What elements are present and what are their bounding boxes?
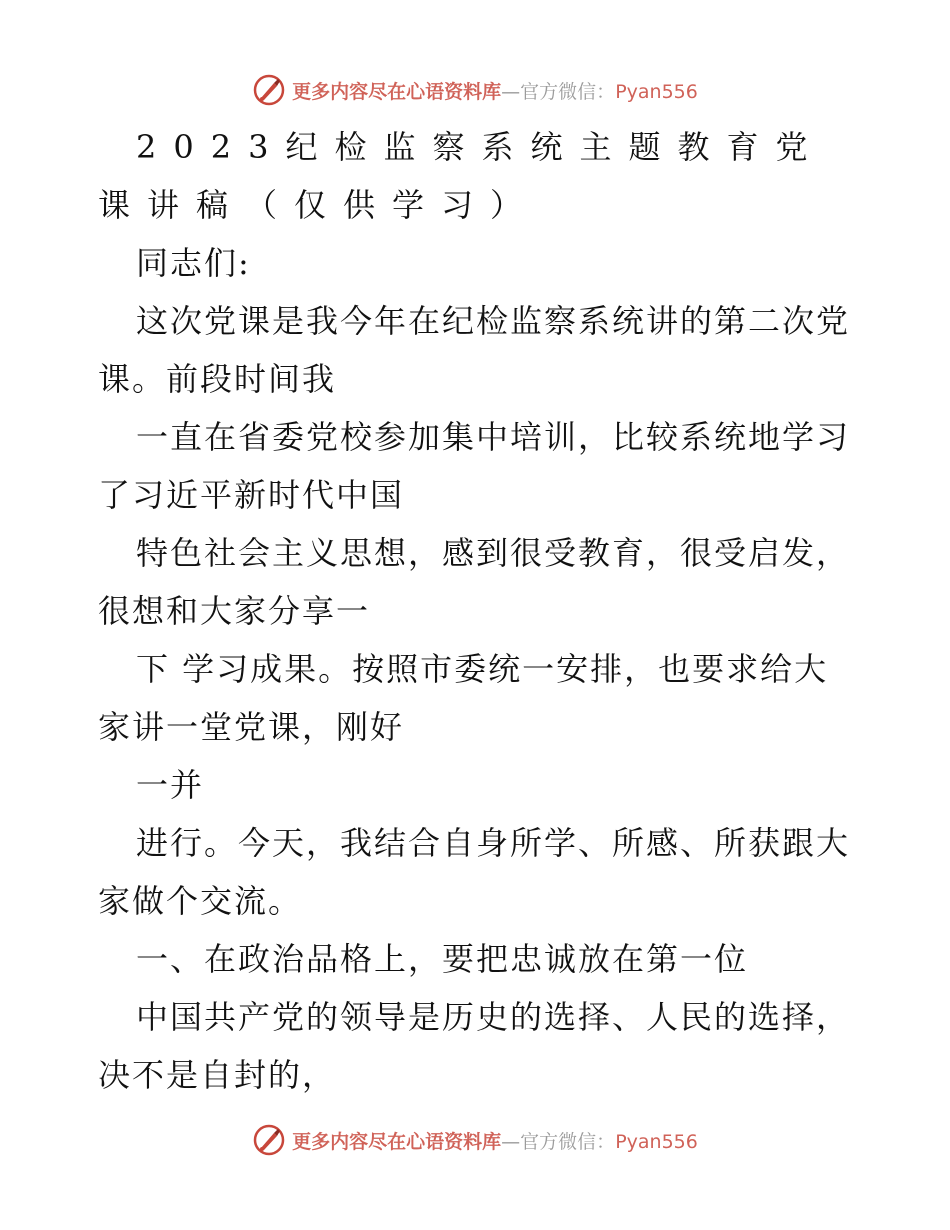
paragraph-line: 一直在省委党校参加集中培训，比较系统地学习 [136, 418, 851, 456]
pen-logo-icon [252, 73, 286, 107]
watermark-title: 更多内容尽在心语资料库 [292, 1130, 502, 1153]
paragraph-line: 这次党课是我今年在纪检监察系统讲的第二次党 [136, 302, 851, 340]
watermark-separator: — [501, 80, 521, 103]
watermark-text [292, 77, 698, 104]
section-heading: 一、在政治品格上，要把忠诚放在第一位 [136, 940, 749, 978]
paragraph-line: 同志们: [136, 244, 251, 282]
paragraph-line: 家做个交流。 [98, 882, 303, 920]
watermark-wechat-label: 官方微信： [520, 1130, 616, 1153]
paragraph-line: 决不是自封的， [98, 1056, 337, 1094]
paragraph-line: 一并 [136, 766, 205, 804]
paragraph-line: 课。前段时间我 [98, 360, 337, 398]
footer-watermark [0, 1120, 950, 1160]
document-title-cont [98, 176, 858, 234]
watermark-wechat-id: Pyan556 [615, 1130, 698, 1153]
watermark-text [292, 1127, 698, 1154]
watermark-separator: — [501, 1130, 521, 1153]
document-body [98, 118, 858, 1104]
paragraph-line: 很想和大家分享一 [98, 592, 371, 630]
pen-logo-icon [252, 1123, 286, 1157]
paragraph-line: 中国共产党的领导是历史的选择、人民的选择， [136, 998, 851, 1036]
header-watermark [0, 70, 950, 110]
title-line-2: 课讲稿（仅供学习） [98, 186, 540, 224]
title-line-1: 2023纪检监察系统主题教育党 [136, 128, 825, 166]
document-title [98, 118, 858, 176]
paragraph-line: 进行。今天，我结合自身所学、所感、所获跟大 [136, 824, 851, 862]
watermark-wechat-label: 官方微信： [520, 80, 616, 103]
paragraph-line: 了习近平新时代中国 [98, 476, 405, 514]
watermark-title: 更多内容尽在心语资料库 [292, 80, 502, 103]
paragraph-line: 特色社会主义思想，感到很受教育，很受启发， [136, 534, 851, 572]
watermark-wechat-id: Pyan556 [615, 80, 698, 103]
paragraph-line: 家讲一堂党课，刚好 [98, 708, 405, 746]
paragraph-line: 下 学习成果。按照市委统一安排，也要求给大 [136, 650, 829, 688]
